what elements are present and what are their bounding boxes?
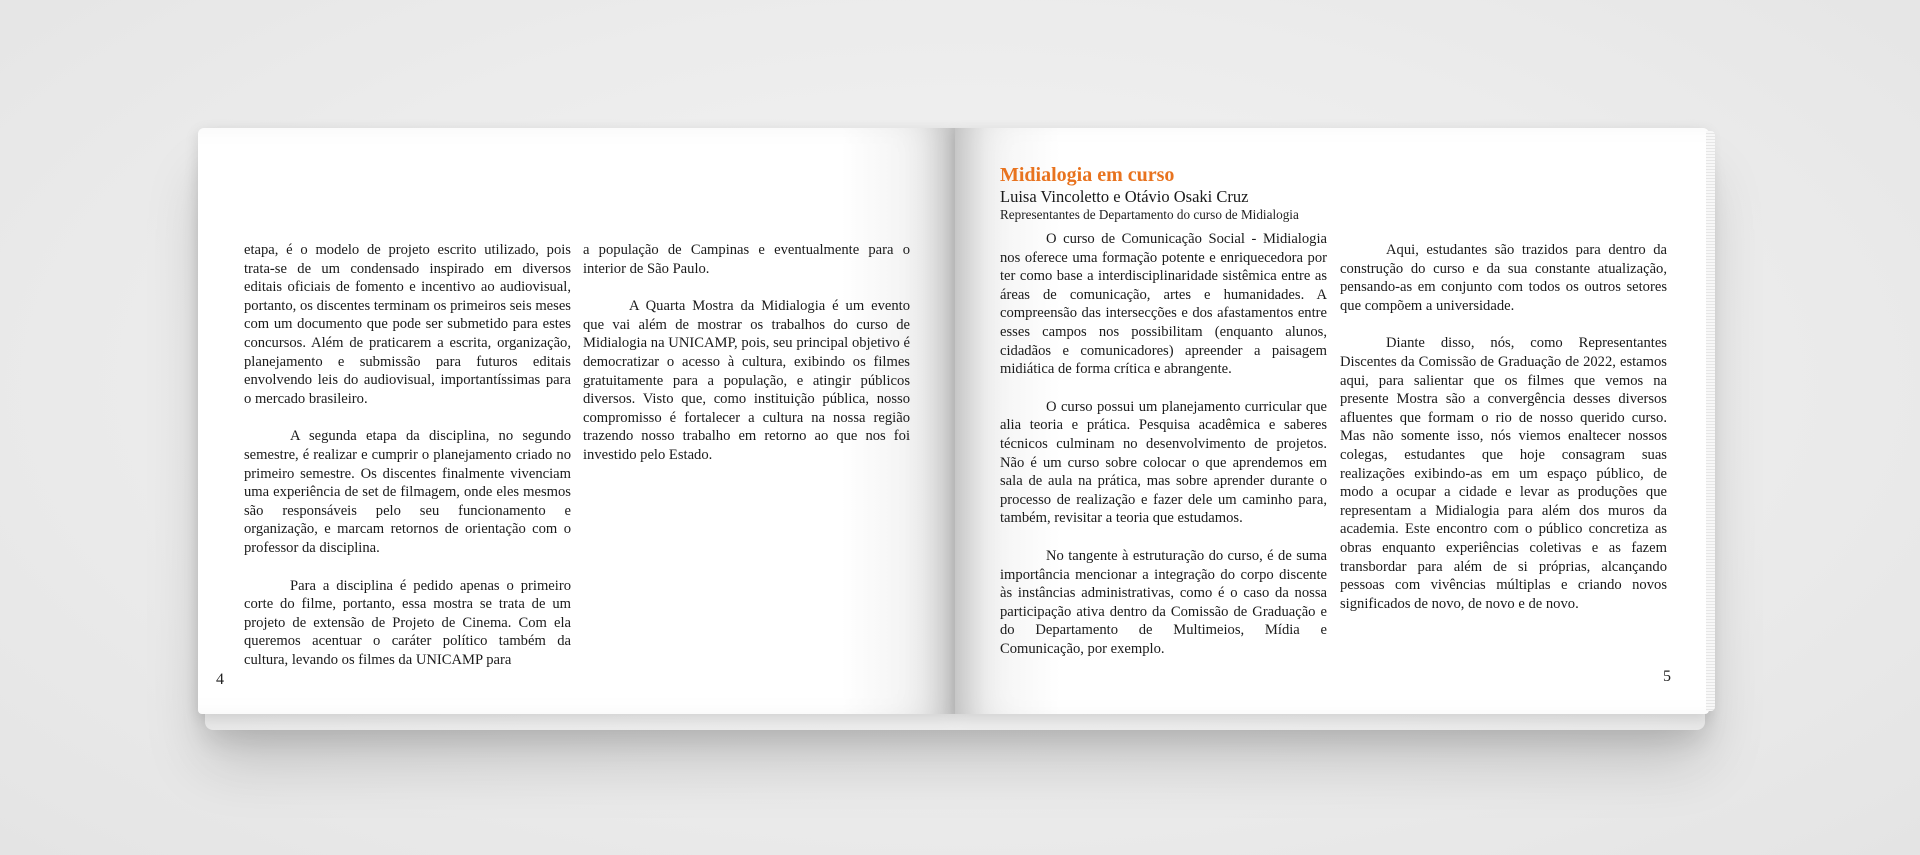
page-number: 4 xyxy=(216,671,224,688)
paragraph: O curso de Comunicação Social - Midialogia nos oferece uma formação potente e enriquecedora por ter como base a interdisciplinaridade sistêmica entre as áreas de comunicação, artes e humanidades. A compreensão das intersecções e dos afastamentos entre esses campos nos possibilitam (enquanto alunos, cidadãos e comunicadores) apreender a paisagem midiática de forma crítica e abrangente. xyxy=(1000,231,1327,378)
right-page-column-2 xyxy=(1340,241,1667,632)
right-page xyxy=(955,128,1709,714)
authors: Luisa Vincoletto e Otávio Osaki Cruz xyxy=(1000,187,1249,206)
paragraph: No tangente à estruturação do curso, é de suma importância mencionar a integração do corpo discente às instâncias administrativas, como é o caso da nossa participação ativa dentro da Comissão de Graduação e do Departamento de Multimeios, Mídia e Comunicação, por exemplo. xyxy=(1000,547,1327,657)
paragraph: O curso possui um planejamento curricular que alia teoria e prática. Pesquisa acadêmica e saberes técnicos culminam no desenvolvimento de projetos. Não é um curso sobre colocar o que aprendemos em sala de aula na prática, mas sobre aprender durante o processo de realização e fazer dele um caminho para, também, revisitar a teoria que estudamos. xyxy=(1000,398,1327,527)
paragraph: Diante disso, nós, como Representantes Discentes da Comissão de Graduação de 2022, estamos aqui, para salientar que os filmes que vemos na presente Mostra são a convergência desses diversos afluentes que formam o rio de nosso querido curso. Mas não somente isso, nós viemos enaltecer nossos colegas, estudantes que hoje consagram suas realizações exibindo-as em um espaço público, de modo a ocupar a cidade e levar as produções que representam a Midialogia para além dos muros da academia. Este encontro com o público concretiza as obras enquanto experiências coletivas e as fazem transbordar para além de si próprias, alcançando pessoas com vivências múltiplas e criando novos significados de novo, de novo e de novo. xyxy=(1340,335,1667,612)
right-page-column-1 xyxy=(1000,230,1327,677)
page-number: 5 xyxy=(1663,668,1671,685)
section-title: Midialogia em curso xyxy=(1000,164,1175,186)
paragraph: etapa, é o modelo de projeto escrito utilizado, pois trata-se de um condensado inspirado em diversos editais oficiais de fomento e incentivo ao audiovisual, portanto, os discentes terminam os primeiros seis meses com um documento que pode ser submetido para estes concursos. Além de praticarem a escrita, organização, planejamento e submissão para futuros editais envolvendo leis do audiovisual, importantíssimas para o mercado brasileiro. xyxy=(244,242,571,407)
paragraph: Aqui, estudantes são trazidos para dentro da construção do curso e da sua constante atualização, pensando-as em conjunto com todos os outros setores que compõem a universidade. xyxy=(1340,242,1667,314)
paragraph: A Quarta Mostra da Midialogia é um evento que vai além de mostrar os trabalhos do curso de Midialogia na UNICAMP, pois, seu principal objetivo é democratizar o acesso à cultura, exibindo os filmes gratuitamente para a população, e atingir públicos diversos. Visto que, como instituição pública, nosso compromisso é fortalecer a cultura na nossa região trazendo nosso trabalho em retorno ao que nos foi investido pelo Estado. xyxy=(583,298,910,463)
left-page-column-2 xyxy=(583,241,910,484)
left-page-column-1 xyxy=(244,241,571,688)
paragraph: a população de Campinas e eventualmente para o interior de São Paulo. xyxy=(583,242,910,277)
paragraph: A segunda etapa da disciplina, no segundo semestre, é realizar e cumprir o planejamento criado no primeiro semestre. Os discentes finalmente vivenciam uma experiência de set de filmagem, onde eles mesmos são responsáveis pelo seu funcionamento e organização, e marcam retornos de orientação com o professor da disciplina. xyxy=(244,428,571,556)
paragraph: Para a disciplina é pedido apenas o primeiro corte do filme, portanto, essa mostra se trata de um projeto de extensão de Projeto de Cinema. Com ela queremos acentuar o caráter político também da cultura, levando os filmes da UNICAMP para xyxy=(244,577,571,668)
page-edges xyxy=(1706,131,1715,711)
left-page xyxy=(198,128,955,714)
author-role: Representantes de Departamento do curso de Midialogia xyxy=(1000,207,1299,222)
article-header xyxy=(1000,163,1400,223)
